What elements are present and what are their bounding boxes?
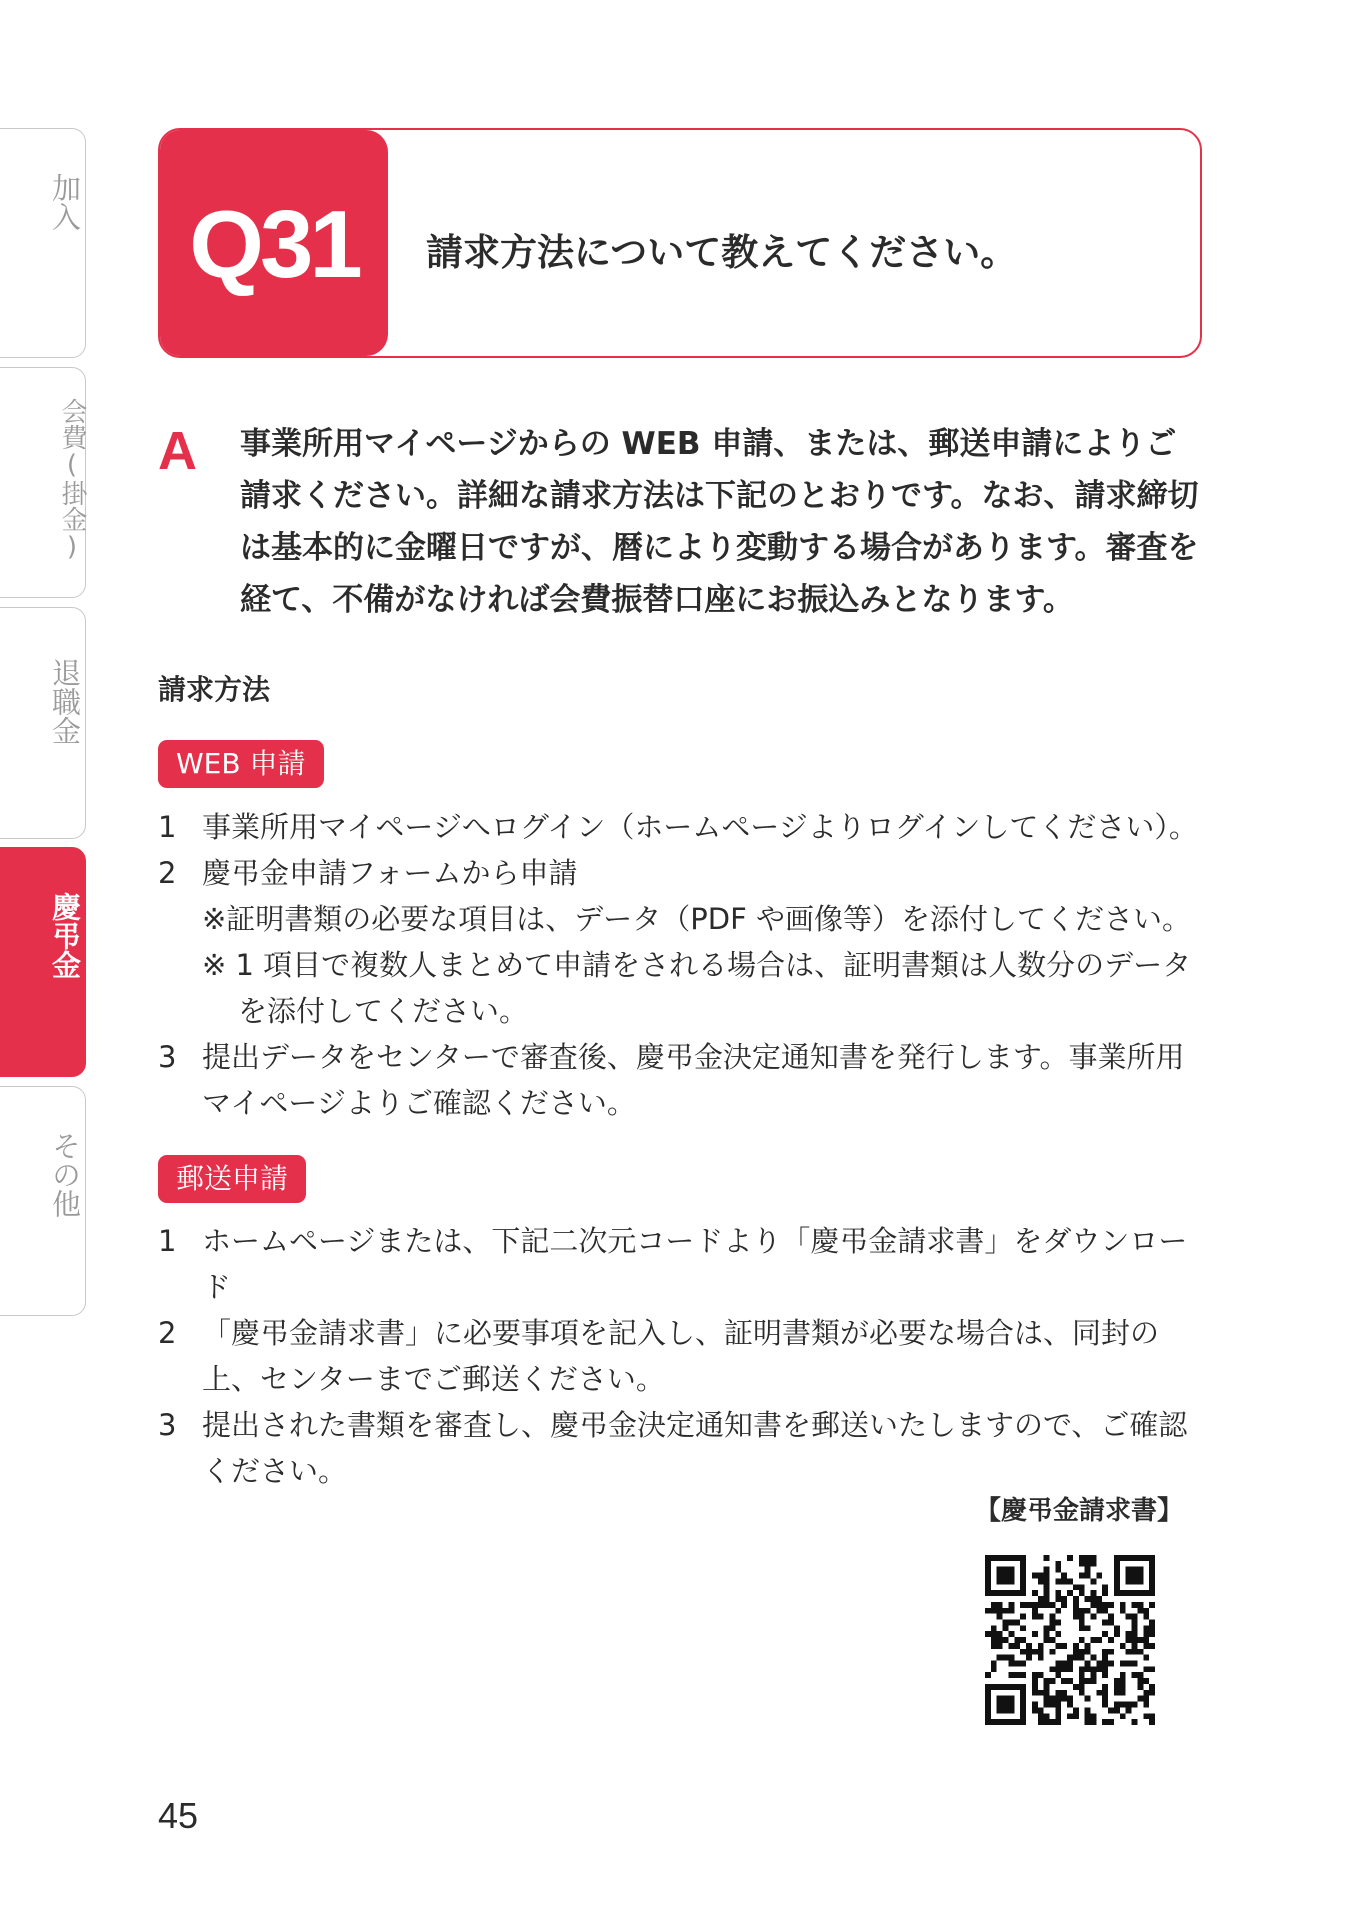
side-tab-label: 会費(掛金) bbox=[57, 398, 87, 562]
qr-code-label: 【慶弔金請求書】 bbox=[975, 1496, 1184, 1526]
side-tab-kanyu[interactable] bbox=[0, 128, 86, 358]
side-tab-label: 退職金 bbox=[48, 658, 82, 745]
list-item-number: 2 bbox=[158, 856, 177, 890]
list-item-number: 1 bbox=[158, 1224, 177, 1258]
side-tab-keichokin[interactable] bbox=[0, 847, 86, 1077]
mail-steps-list bbox=[158, 1218, 1206, 1494]
question-number: Q31 bbox=[189, 191, 359, 298]
answer-mark: A bbox=[158, 421, 197, 481]
answer-text: 事業所用マイページからの WEB 申請、または、郵送申請によりご請求ください。詳細な請求方法は下記のとおりです。なお、請求締切は基本的に金曜日ですが、暦により変動する場合があります。審査を経て、不備がなければ会費振替口座にお振込みとなります。 bbox=[240, 426, 1199, 618]
section-title: 請求方法 bbox=[158, 673, 271, 706]
list-item-text: 「慶弔金請求書」に必要事項を記入し、証明書類が必要な場合は、同封の上、センターまでご郵送ください。 bbox=[202, 1316, 1160, 1396]
side-tab-label: 慶弔金 bbox=[48, 892, 82, 979]
question-badge bbox=[160, 130, 388, 356]
side-tab-taishokukin[interactable] bbox=[0, 607, 86, 839]
side-tab-label: その他 bbox=[48, 1131, 82, 1218]
list-item bbox=[158, 1402, 1206, 1494]
list-item-text: 事業所用マイページへログイン（ホームページよりログインしてください）。 bbox=[202, 810, 1198, 844]
qr-code[interactable] bbox=[985, 1555, 1155, 1725]
list-item-number: 2 bbox=[158, 1316, 177, 1350]
list-item-number: 1 bbox=[158, 810, 177, 844]
note-multiple-persons: ※ 1 項目で複数人まとめて申請をされる場合は、証明書類は人数分のデータを添付してください。 bbox=[202, 948, 1192, 1028]
web-steps-list bbox=[158, 804, 1206, 1126]
page-number: 45 bbox=[158, 1795, 199, 1836]
side-tab-kaihi[interactable] bbox=[0, 367, 86, 598]
list-item-text: 提出された書類を審査し、慶弔金決定通知書を郵送いたしますので、ご確認ください。 bbox=[202, 1408, 1188, 1488]
mail-application-label: 郵送申請 bbox=[158, 1155, 306, 1203]
question-box bbox=[158, 128, 1202, 358]
side-tab-sonota[interactable] bbox=[0, 1086, 86, 1316]
list-item-text: 提出データをセンターで審査後、慶弔金決定通知書を発行します。事業所用マイページよりご確認ください。 bbox=[202, 1040, 1185, 1120]
note-attachment: ※証明書類の必要な項目は、データ（PDF や画像等）を添付してください。 bbox=[202, 902, 1192, 936]
list-item-text: 慶弔金申請フォームから申請 bbox=[202, 856, 578, 890]
question-text: 請求方法について教えてください。 bbox=[426, 231, 1018, 274]
list-item-number: 3 bbox=[158, 1040, 177, 1074]
side-tab-label: 加入 bbox=[48, 173, 82, 231]
list-item-number: 3 bbox=[158, 1408, 177, 1442]
list-item bbox=[158, 804, 1206, 850]
list-item bbox=[158, 850, 1206, 896]
web-application-label: WEB 申請 bbox=[158, 740, 324, 788]
list-item bbox=[158, 1310, 1206, 1402]
list-item bbox=[158, 1218, 1206, 1310]
list-item-text: ホームページまたは、下記二次元コードより「慶弔金請求書」をダウンロード bbox=[202, 1224, 1188, 1304]
list-item bbox=[158, 1034, 1206, 1126]
